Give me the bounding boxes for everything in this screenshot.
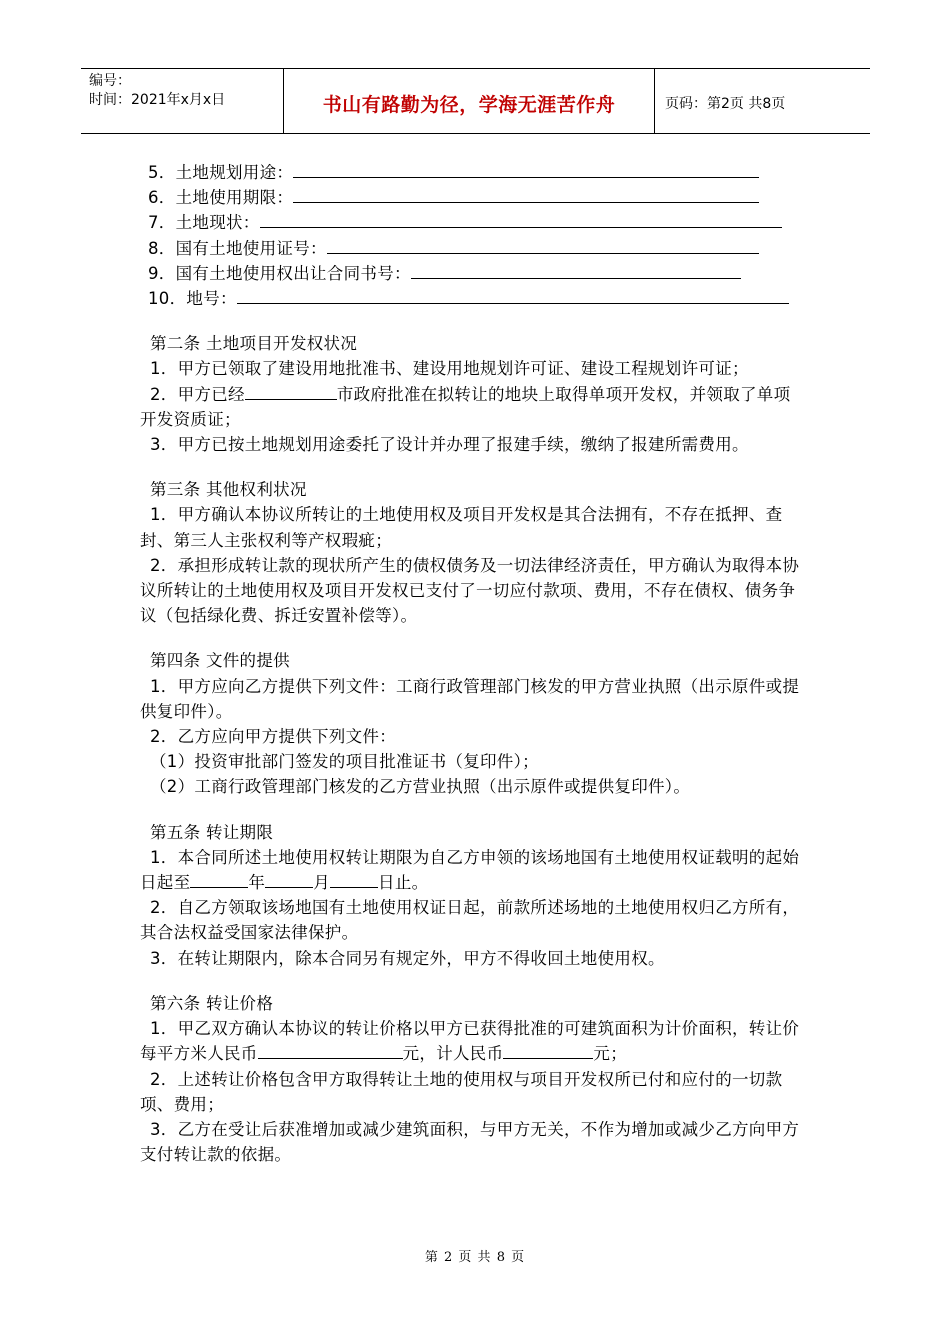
text: 1．本合同所述土地使用权转让期限为自乙方申领的该场地国有土地使用权证载明的起始日起至 (140, 847, 800, 893)
blank-line (327, 236, 759, 254)
blank-line (260, 210, 782, 228)
blank-line (330, 870, 378, 888)
header-page-info: 页码：第2页 共8页 (665, 96, 786, 112)
text: 元； (593, 1044, 628, 1064)
article-4-item-2-1: （1）投资审批部门签发的项目批准证书（复印件）； (150, 752, 539, 772)
text: 市政府批准在拟转让的地块上取得单项开发权，并领取了单项开发资质证； (140, 384, 791, 429)
text: 2．甲方已经 (150, 384, 245, 404)
article-5-title: 第五条 转让期限 (150, 822, 274, 842)
blank-line (190, 870, 248, 888)
article-4-item-2: 2．乙方应向甲方提供下列文件： (150, 727, 396, 747)
article-6-title: 第六条 转让价格 (150, 993, 274, 1013)
article-5-item-1 (140, 845, 805, 895)
page-header (81, 68, 870, 134)
land-fields (140, 160, 805, 311)
field-label: 8．国有土地使用证号： (148, 238, 327, 258)
field-label: 6．土地使用期限： (148, 188, 294, 208)
article-2-item-3: 3．甲方已按土地规划用途委托了设计并办理了报建手续，缴纳了报建所需费用。 (150, 435, 749, 455)
blank-line (237, 286, 789, 304)
article-6-item-2: 2．上述转让价格包含甲方取得转让土地的使用权与项目开发权所已付和应付的一切款项、费用； (140, 1069, 783, 1114)
field-row (140, 185, 805, 210)
article-3-item-2: 2．承担形成转让款的现状所产生的债权债务及一切法律经济责任，甲方确认为取得本协议所转让的土地使用权及项目开发权已支付了一切应付款项、费用，不存在债权、债务争议（包括绿化费、拆迁安置补偿等）。 (140, 555, 800, 626)
article-5-item-2: 2．自乙方领取该场地国有土地使用权证日起，前款所述场地的土地使用权归乙方所有，其合法权益受国家法律保护。 (140, 898, 800, 943)
field-label: 7．土地现状： (148, 213, 260, 233)
text: 日止。 (378, 873, 429, 893)
article-6-item-3: 3．乙方在受让后获准增加或减少建筑面积，与甲方无关，不作为增加或减少乙方向甲方支付转让款的依据。 (140, 1119, 800, 1165)
field-row (140, 236, 805, 261)
field-row (140, 261, 805, 286)
doc-time-label: 时间：2021年x月x日 (89, 92, 226, 108)
blank-line (265, 870, 313, 888)
article-4-item-2-2: （2）工商行政管理部门核发的乙方营业执照（出示原件或提供复印件）。 (150, 777, 691, 797)
text: 月 (313, 873, 331, 893)
blank-line (503, 1041, 593, 1059)
article-4-item-1: 1．甲方应向乙方提供下列文件：工商行政管理部门核发的甲方营业执照（出示原件或提供复印件）。 (140, 676, 800, 721)
blank-line (245, 382, 337, 400)
article-3-item-1: 1．甲方确认本协议所转让的土地使用权及项目开发权是其合法拥有，不存在抵押、查封、第三人主张权利等产权瑕疵； (140, 505, 783, 550)
article-3-title: 第三条 其他权利状况 (150, 480, 307, 500)
field-row (140, 160, 805, 185)
blank-line (293, 160, 759, 178)
doc-number-label: 编号： (89, 73, 131, 89)
text: 1．甲乙双方确认本协议的转让价格以甲方已获得批准的可建筑面积为计价面积，转让价每平方米人民币 (140, 1019, 800, 1064)
field-label: 9．国有土地使用权出让合同书号： (148, 263, 411, 283)
page-footer: 第 2 页 共 8 页 (424, 1250, 526, 1265)
blank-line (411, 261, 741, 279)
text: 元，计人民币 (402, 1044, 504, 1064)
article-6-item-1 (140, 1016, 805, 1066)
text: 年 (248, 873, 266, 893)
article-2-item-2 (140, 382, 805, 432)
field-row (140, 210, 805, 235)
field-row (140, 286, 805, 311)
document-body (140, 160, 805, 1167)
field-label: 5．土地规划用途： (148, 163, 294, 182)
header-motto: 书山有路勤为径，学海无涯苦作舟 (284, 69, 655, 133)
article-5-item-3: 3．在转让期限内，除本合同另有规定外，甲方不得收回土地使用权。 (150, 948, 665, 968)
blank-line (293, 185, 759, 203)
field-label: 10．地号： (148, 289, 237, 309)
article-2-item-1: 1．甲方已领取了建设用地批准书、建设用地规划许可证、建设工程规划许可证； (150, 359, 749, 379)
blank-line (258, 1041, 403, 1059)
article-4-title: 第四条 文件的提供 (150, 651, 290, 671)
header-meta (81, 69, 284, 133)
article-2-title: 第二条 土地项目开发权状况 (150, 334, 358, 354)
